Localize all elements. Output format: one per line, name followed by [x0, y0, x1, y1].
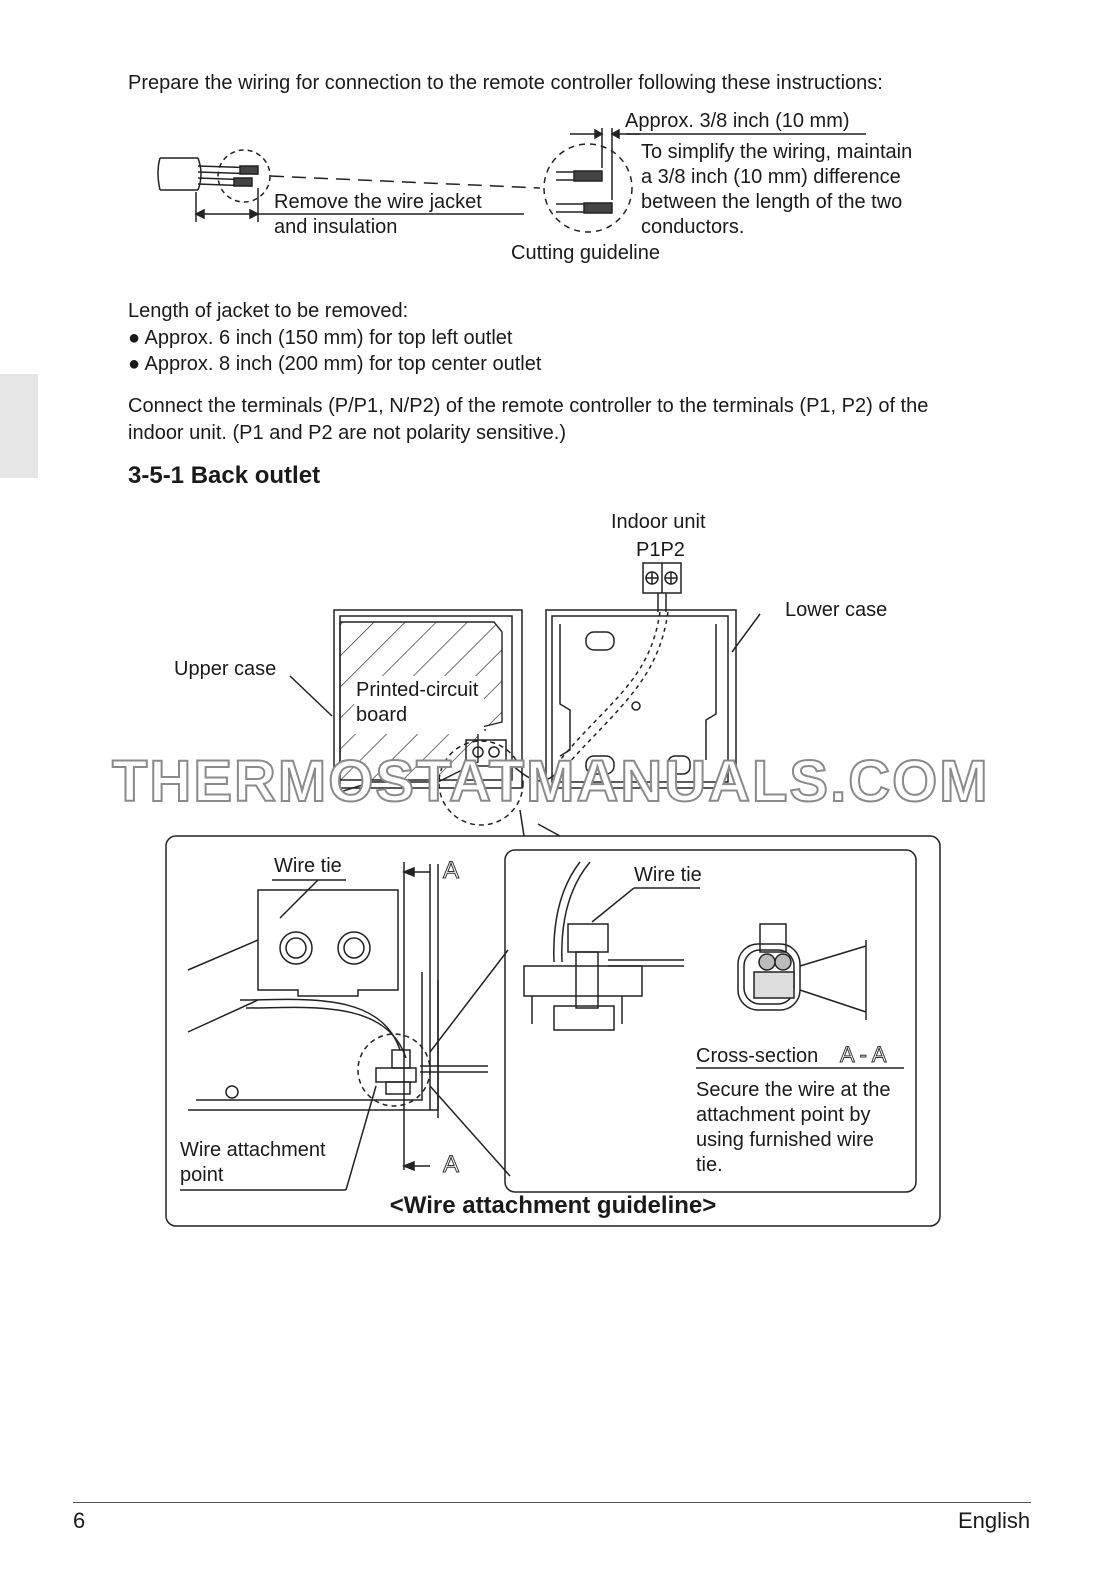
approx-label: Approx. 3/8 inch (10 mm) [625, 110, 850, 132]
section-mark-top: A [443, 857, 460, 884]
remove-label-line2: and insulation [274, 216, 398, 238]
cross-section-mark: A - A [840, 1042, 887, 1067]
jacket-item-2: ● Approx. 8 inch (200 mm) for top center outlet [128, 353, 542, 375]
simplify-note-line2: a 3/8 inch (10 mm) difference [641, 166, 901, 188]
secure-note-line1: Secure the wire at the [696, 1079, 891, 1101]
indoor-unit-label: Indoor unit [611, 511, 706, 533]
footer-language: English [958, 1508, 1031, 1533]
jacket-item-1: ● Approx. 6 inch (150 mm) for top left outlet [128, 327, 513, 349]
watermark: THERMOSTATMANUALS.COM [112, 749, 990, 814]
secure-note-line2: attachment point by [696, 1104, 871, 1126]
wire-tie-label-left: Wire tie [274, 855, 342, 877]
cutting-guideline-label: Cutting guideline [511, 242, 660, 264]
detail-caption: <Wire attachment guideline> [389, 1192, 717, 1219]
connect-text-line1: Connect the terminals (P/P1, N/P2) of the remote controller to the terminals (P1, P2) of the [128, 395, 929, 417]
attach-point-line1: Wire attachment [180, 1139, 326, 1161]
intro-text: Prepare the wiring for connection to the remote controller following these instructions: [128, 72, 883, 94]
pcb-label-line1: Printed-circuit [356, 679, 479, 701]
lower-case-label: Lower case [785, 599, 888, 621]
upper-case-label: Upper case [174, 658, 277, 680]
attach-point-line2: point [180, 1164, 224, 1186]
footer-rule [73, 1502, 1031, 1503]
secure-note-line4: tie. [696, 1154, 723, 1176]
simplify-note-line1: To simplify the wiring, maintain [641, 141, 913, 163]
simplify-note-line4: conductors. [641, 216, 745, 238]
section-mark-bottom: A [443, 1151, 460, 1178]
page-number: 6 [73, 1508, 86, 1533]
remove-label-line1: Remove the wire jacket [274, 191, 482, 213]
pcb-label-line2: board [356, 704, 408, 726]
cross-section-label: Cross-section [696, 1045, 819, 1067]
secure-note-line3: using furnished wire [696, 1129, 874, 1151]
simplify-note-line3: between the length of the two [641, 191, 903, 213]
jacket-heading: Length of jacket to be removed: [128, 300, 409, 322]
connect-text-line2: indoor unit. (P1 and P2 are not polarity sensitive.) [128, 422, 567, 444]
wire-tie-label-right: Wire tie [634, 864, 702, 886]
section-title: 3-5-1 Back outlet [128, 462, 321, 489]
terminal-label: P1P2 [636, 539, 685, 561]
